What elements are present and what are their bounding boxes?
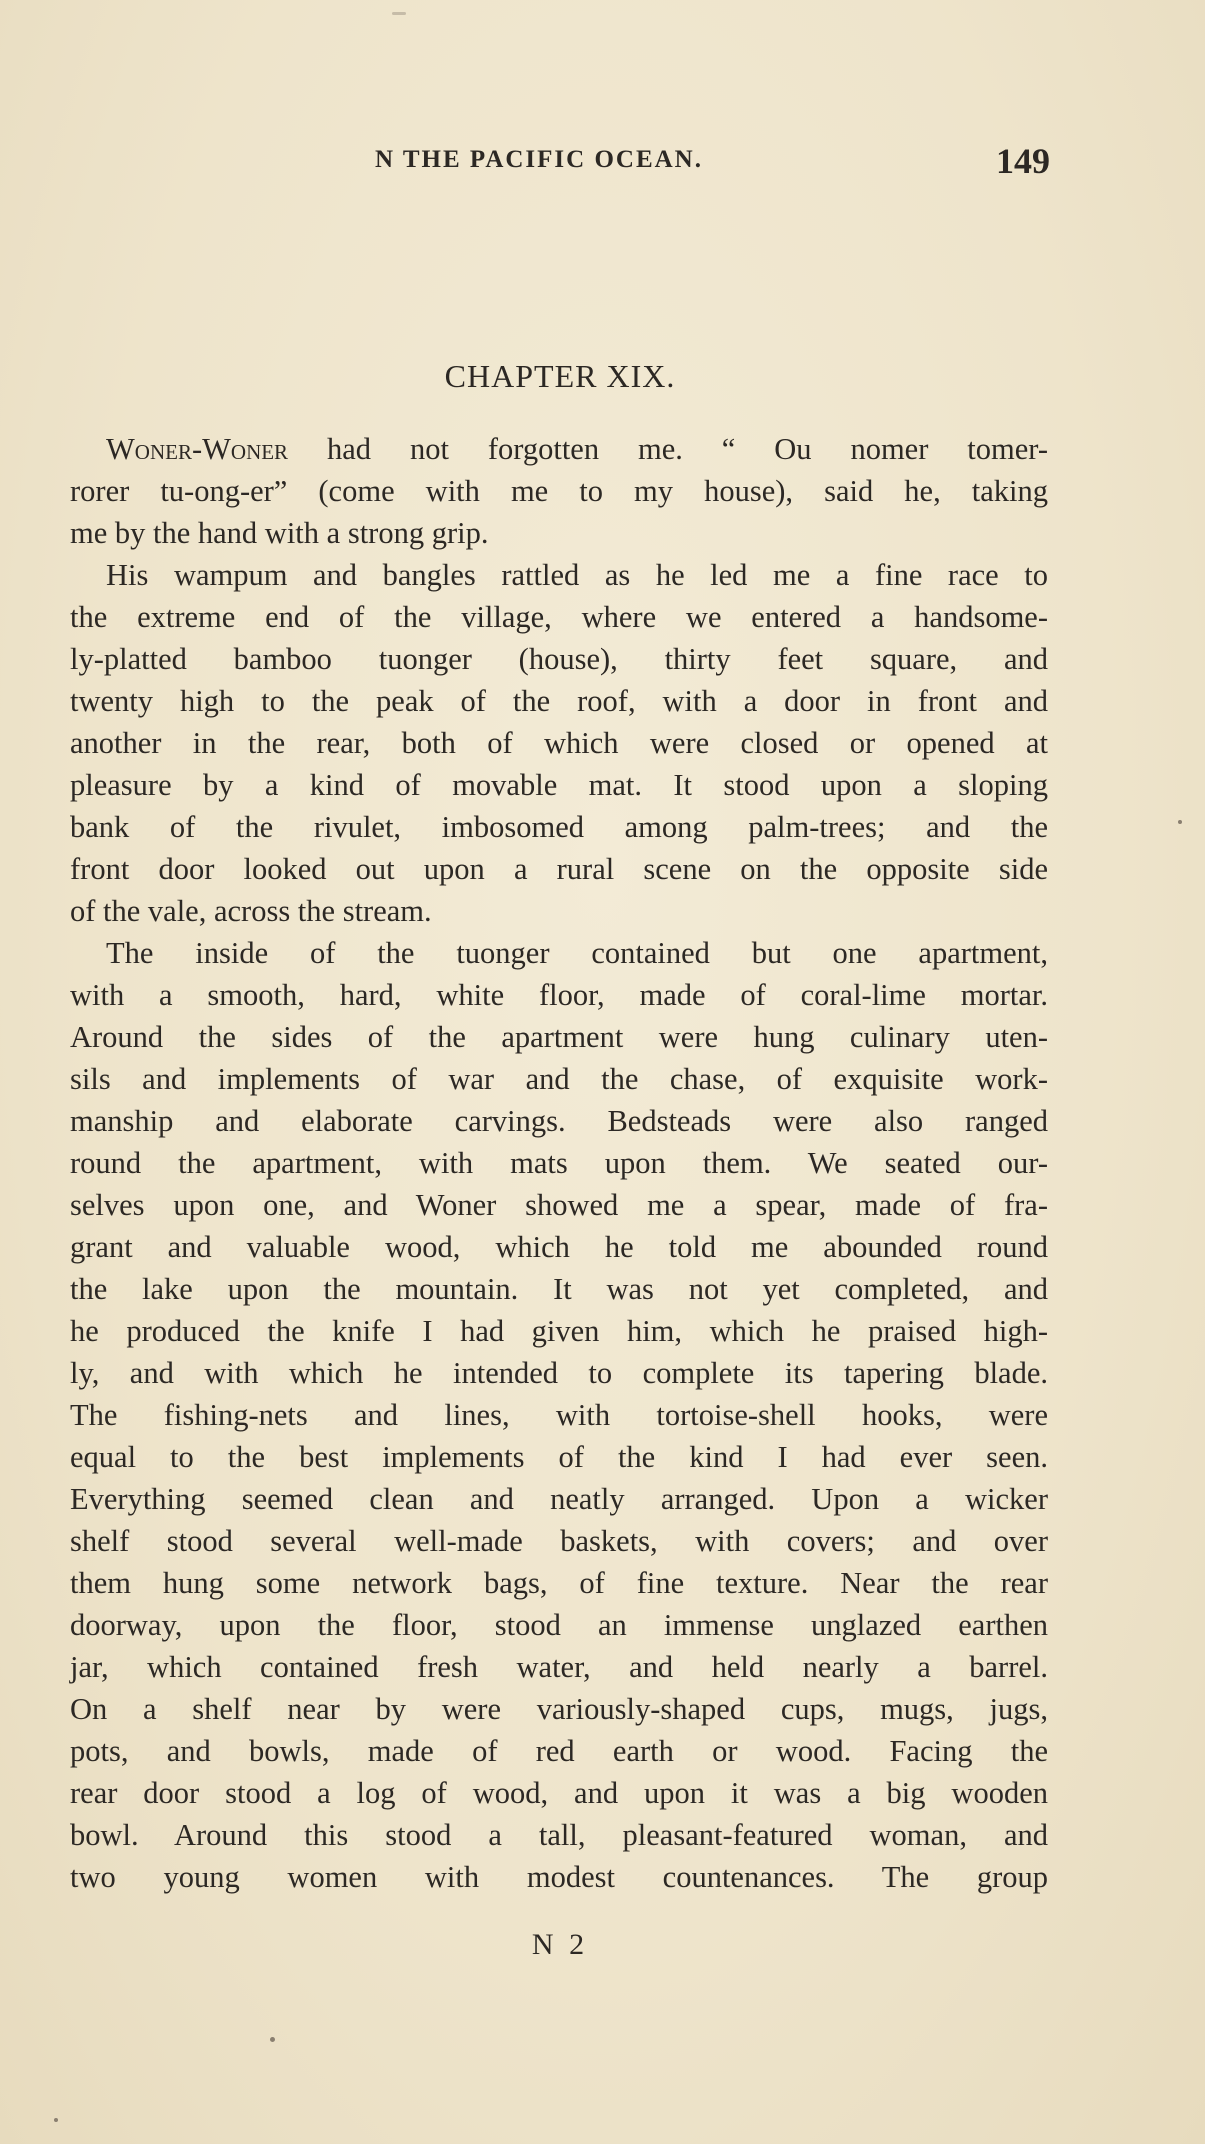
text-line: pleasure by a kind of movable mat. It stood upon a sloping: [70, 768, 1048, 802]
running-title: N THE PACIFIC OCEAN.: [375, 146, 703, 173]
text-line: rear door stood a log of wood, and upon it was a big wooden: [70, 1776, 1048, 1810]
text-line: shelf stood several well-made baskets, with covers; and over: [70, 1524, 1048, 1558]
running-head: [70, 140, 1050, 184]
chapter-title: CHAPTER XIX.: [444, 358, 676, 394]
body-text: [70, 428, 1048, 1898]
text-line: ly-platted bamboo tuonger (house), thirty feet square, and: [70, 642, 1048, 676]
text-line: bowl. Around this stood a tall, pleasant-featured woman, and: [70, 1818, 1048, 1852]
page-number: 149: [996, 141, 1050, 181]
text-line: grant and valuable wood, which he told me abounded round: [70, 1230, 1048, 1264]
text-line: Woner-Woner had not forgotten me. “ Ou nomer tomer-: [106, 432, 1048, 466]
text-line: His wampum and bangles rattled as he led me a fine race to: [106, 558, 1048, 592]
text-line: another in the rear, both of which were closed or opened at: [70, 726, 1048, 760]
text-line: manship and elaborate carvings. Bedsteads were also ranged: [70, 1104, 1048, 1138]
paper-speck: [1178, 820, 1182, 824]
paragraph-1: [70, 428, 1048, 554]
text-line: the extreme end of the village, where we entered a handsome-: [70, 600, 1048, 634]
text-line: the lake upon the mountain. It was not yet completed, and: [70, 1272, 1048, 1306]
text-line: bank of the rivulet, imbosomed among palm-trees; and the: [70, 810, 1048, 844]
text-line: doorway, upon the floor, stood an immense unglazed earthen: [70, 1608, 1048, 1642]
text-line: ly, and with which he intended to complete its tapering blade.: [70, 1356, 1048, 1390]
paragraph-3: [70, 932, 1048, 1898]
text-line: them hung some network bags, of fine texture. Near the rear: [70, 1566, 1048, 1600]
text-line: sils and implements of war and the chase, of exquisite work-: [70, 1062, 1048, 1096]
text-line: equal to the best implements of the kind I had ever seen.: [70, 1440, 1048, 1474]
text-line: On a shelf near by were variously-shaped cups, mugs, jugs,: [70, 1692, 1048, 1726]
paragraph-2: [70, 554, 1048, 932]
signature-mark: N 2: [531, 1928, 589, 1961]
text-line: jar, which contained fresh water, and held nearly a barrel.: [70, 1650, 1048, 1684]
paper-speck: [270, 2037, 275, 2042]
text-line: selves upon one, and Woner showed me a spear, made of fra-: [70, 1188, 1048, 1222]
text-line: The inside of the tuonger contained but one apartment,: [106, 936, 1048, 970]
paper-speck: [392, 12, 406, 15]
text-line: twenty high to the peak of the roof, with a door in front and: [70, 684, 1048, 718]
text-line: with a smooth, hard, white floor, made of coral-lime mortar.: [70, 978, 1048, 1012]
text-line: two young women with modest countenances. The group: [70, 1860, 1048, 1894]
paper-speck: [54, 2118, 58, 2122]
text-line: me by the hand with a strong grip.: [70, 516, 489, 550]
text-line: he produced the knife I had given him, which he praised high-: [70, 1314, 1048, 1348]
text-line: rorer tu-ong-er” (come with me to my house), said he, taking: [70, 474, 1048, 508]
text-line: Everything seemed clean and neatly arranged. Upon a wicker: [70, 1482, 1048, 1516]
lead-name: Woner-Woner: [106, 432, 289, 466]
text-line: Around the sides of the apartment were hung culinary uten-: [70, 1020, 1048, 1054]
text-line: front door looked out upon a rural scene on the opposite side: [70, 852, 1048, 886]
text-line: of the vale, across the stream.: [70, 894, 432, 928]
text-line: The fishing-nets and lines, with tortoise-shell hooks, were: [70, 1398, 1048, 1432]
text-line: round the apartment, with mats upon them. We seated our-: [70, 1146, 1048, 1180]
text-line: pots, and bowls, made of red earth or wood. Facing the: [70, 1734, 1048, 1768]
